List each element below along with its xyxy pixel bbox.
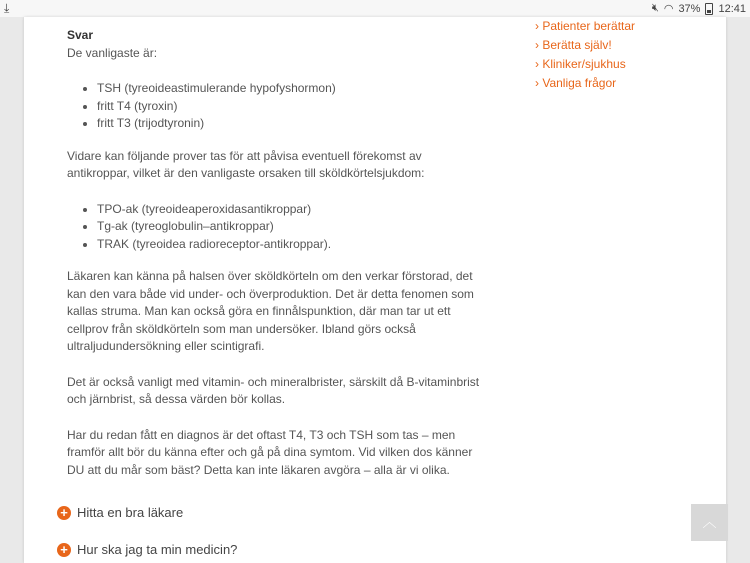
answer-section	[67, 27, 487, 479]
list-item: • TRAK (tyreoidea radioreceptor-antikroppar).	[97, 236, 487, 254]
answer-heading: Svar	[67, 28, 94, 42]
diagnosis-paragraph: Har du redan fått en diagnos är det oftast T4, T3 och TSH som tas – men framför allt bör du känna efter och gå på dina symtom. Vid vilken dos känner DU att du mår som bäst? Detta kan inte läkaren avgöra – alla är vi olika.	[67, 427, 473, 477]
sidebar-link-patienter[interactable]: › Patienter berättar	[535, 19, 636, 33]
battery-level: 37%	[678, 2, 701, 15]
battery-icon	[705, 3, 713, 15]
accordion-hitta-lakare[interactable]	[57, 505, 183, 520]
status-bar	[0, 0, 750, 17]
mute-icon: 🔇︎	[651, 2, 659, 14]
accordion-label: Hitta en bra läkare	[77, 505, 184, 520]
list-item: • TPO-ak (tyreoideaperoxidasantikroppar)	[97, 201, 487, 219]
list-item: • TSH (tyreoideastimulerande hypofyshormon)	[97, 80, 487, 98]
vitamin-paragraph: Det är också vanligt med vitamin- och mineralbrister, särskilt då B-vitaminbrist och järnbrist, så dessa värden bör kollas.	[67, 374, 480, 406]
plus-icon: +	[57, 543, 71, 557]
clock: 12:41	[718, 2, 746, 15]
sidebar-link-kliniker[interactable]: › Kliniker/sjukhus	[535, 57, 626, 71]
examination-paragraph: Läkaren kan känna på halsen över sköldkörteln om den verkar förstorad, det kan den vara både vid under- och överproduktion. Det är detta fenomen som kallas struma. Man kan också göra en finnålspunktion, där man tar ut ett cellprov från sköldkörteln som man undersöker. Ibland görs också ultraljudundersökning eller scintigrafi.	[67, 269, 474, 353]
intro-text: De vanligaste är:	[67, 45, 158, 60]
list-item: • fritt T4 (tyroxin)	[97, 98, 487, 116]
antibody-paragraph: Vidare kan följande prover tas för att påvisa eventuell förekomst av antikroppar, vilket är den vanligaste orsaken till sköldkörtelsjukdom:	[67, 148, 425, 180]
sidebar-link-fragor[interactable]: › Vanliga frågor	[535, 76, 617, 90]
accordion-medicin[interactable]	[57, 542, 237, 557]
plus-icon: +	[57, 506, 71, 520]
list-item: • fritt T3 (trijodtyronin)	[97, 115, 487, 133]
status-icons	[652, 2, 746, 15]
sidebar-link-beratta[interactable]: › Berätta själv!	[535, 38, 612, 52]
chevron-up-icon: ︿	[702, 514, 717, 530]
accordion-label: Hur ska jag ta min medicin?	[77, 542, 238, 557]
test-list	[67, 80, 487, 133]
wifi-icon: ◠	[663, 3, 674, 15]
sidebar	[535, 17, 635, 93]
list-item: • Tg-ak (tyreoglobulin–antikroppar)	[97, 218, 487, 236]
page-content	[24, 17, 726, 563]
antibody-list	[67, 201, 487, 254]
download-arrow-icon: ⤓	[4, 1, 10, 15]
scroll-to-top-button[interactable]	[691, 504, 728, 541]
